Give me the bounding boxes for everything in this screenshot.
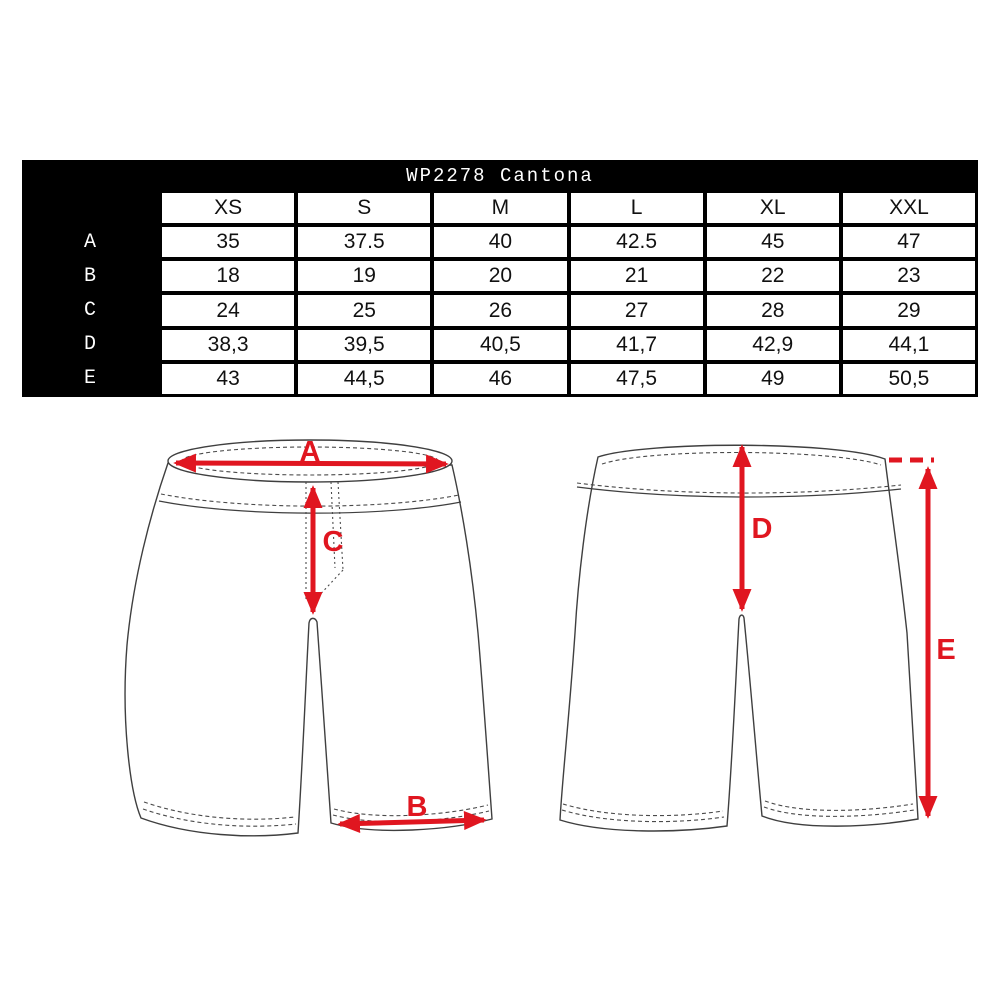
value-a-m: 40 bbox=[434, 227, 566, 257]
value-a-xl: 45 bbox=[707, 227, 839, 257]
shorts-front-drawing bbox=[125, 436, 492, 836]
value-e-xl: 49 bbox=[707, 364, 839, 394]
back-body-outline bbox=[560, 445, 918, 831]
size-table bbox=[22, 193, 978, 397]
product-title: WP2278 Cantona bbox=[406, 165, 594, 187]
row-label-a: A bbox=[83, 230, 96, 254]
row-label-e: E bbox=[83, 367, 96, 391]
value-c-xxl: 29 bbox=[843, 295, 975, 325]
size-chart-panel bbox=[22, 160, 978, 397]
value-c-m: 26 bbox=[434, 295, 566, 325]
measure-label-c: C bbox=[322, 526, 344, 558]
measure-label-b: B bbox=[406, 791, 428, 823]
value-a-s: 37.5 bbox=[298, 227, 430, 257]
value-b-xs: 18 bbox=[162, 261, 294, 291]
measure-label-e: E bbox=[936, 634, 956, 666]
value-d-xl: 42,9 bbox=[707, 330, 839, 360]
size-header-s: S bbox=[298, 193, 430, 223]
measure-label-a: A bbox=[299, 436, 321, 468]
corner-cell bbox=[22, 193, 158, 223]
value-e-xs: 43 bbox=[162, 364, 294, 394]
value-e-xxl: 50,5 bbox=[843, 364, 975, 394]
value-d-xxl: 44,1 bbox=[843, 330, 975, 360]
value-b-xl: 22 bbox=[707, 261, 839, 291]
value-a-l: 42.5 bbox=[571, 227, 703, 257]
size-header-xs: XS bbox=[162, 193, 294, 223]
value-e-m: 46 bbox=[434, 364, 566, 394]
value-c-s: 25 bbox=[298, 295, 430, 325]
value-b-xxl: 23 bbox=[843, 261, 975, 291]
value-b-l: 21 bbox=[571, 261, 703, 291]
size-header-m: M bbox=[434, 193, 566, 223]
measure-label-d: D bbox=[751, 513, 773, 545]
row-label-d: D bbox=[83, 333, 96, 357]
row-label-b: B bbox=[83, 264, 96, 288]
row-label-c: C bbox=[83, 299, 96, 323]
value-e-l: 47,5 bbox=[571, 364, 703, 394]
size-header-l: L bbox=[571, 193, 703, 223]
value-b-m: 20 bbox=[434, 261, 566, 291]
value-d-m: 40,5 bbox=[434, 330, 566, 360]
value-e-s: 44,5 bbox=[298, 364, 430, 394]
value-a-xxl: 47 bbox=[843, 227, 975, 257]
value-a-xs: 35 bbox=[162, 227, 294, 257]
value-d-xs: 38,3 bbox=[162, 330, 294, 360]
value-b-s: 19 bbox=[298, 261, 430, 291]
value-d-l: 41,7 bbox=[571, 330, 703, 360]
size-header-xxl: XXL bbox=[843, 193, 975, 223]
shorts-back-drawing bbox=[560, 445, 956, 831]
value-c-xl: 28 bbox=[707, 295, 839, 325]
front-body-outline bbox=[125, 463, 492, 836]
size-header-xl: XL bbox=[707, 193, 839, 223]
value-d-s: 39,5 bbox=[298, 330, 430, 360]
value-c-xs: 24 bbox=[162, 295, 294, 325]
shorts-measurement-diagram bbox=[0, 420, 1000, 880]
value-c-l: 27 bbox=[571, 295, 703, 325]
